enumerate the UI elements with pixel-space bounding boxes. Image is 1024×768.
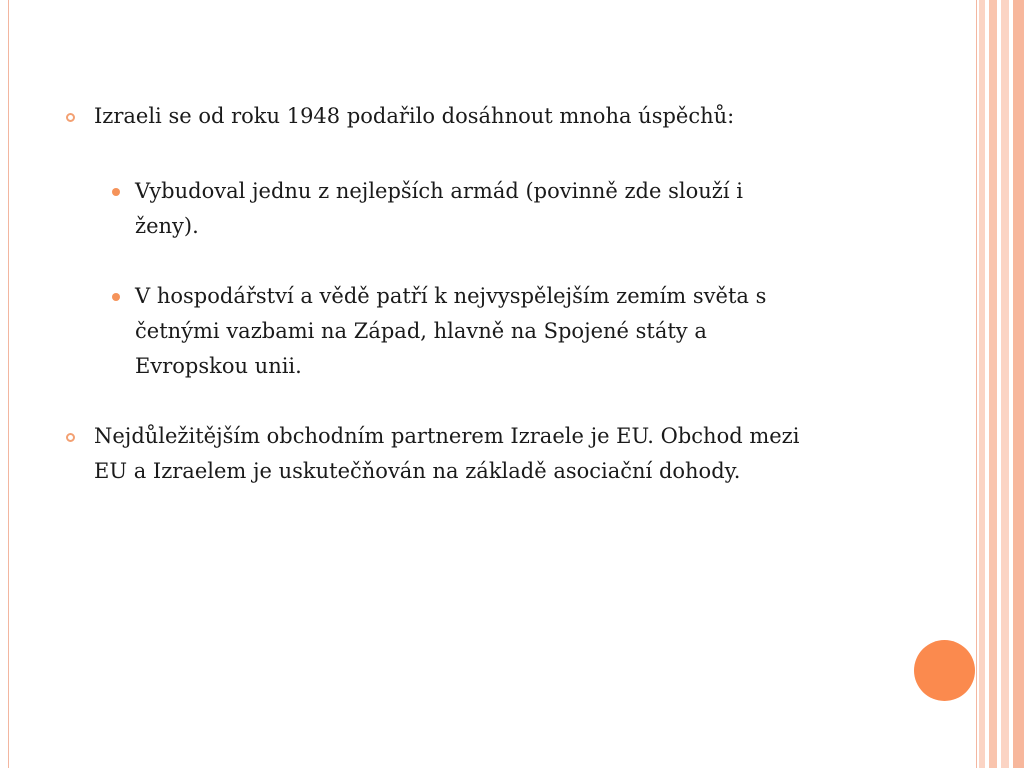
bullet-text [94, 99, 734, 134]
dot-bullet-icon [112, 188, 120, 196]
sub-bullet-text [135, 174, 743, 244]
dot-bullet-icon [112, 293, 120, 301]
bullet-line: Izraeli se od roku 1948 podařilo dosáhnout mnoha úspěchů: [94, 104, 735, 128]
stripe [989, 0, 997, 768]
stripe [1013, 0, 1024, 768]
stripe [1001, 0, 1009, 768]
bullet-line: V hospodářství a vědě patří k nejvyspělejším zemím světa s [135, 284, 767, 308]
bullet-line: Vybudoval jednu z nejlepších armád (povinně zde slouží i [135, 179, 743, 203]
stripe [979, 0, 985, 768]
bullet-line: Evropskou unii. [135, 354, 302, 378]
bullet-text [94, 419, 799, 489]
sub-bullet-text [135, 279, 766, 384]
bullet-line: četnými vazbami na Západ, hlavně na Spojené státy a [135, 319, 707, 343]
bullet-line: Nejdůležitějším obchodním partnerem Izraele je EU. Obchod mezi [94, 424, 800, 448]
decorative-orange-circle [914, 640, 975, 701]
bullet-line: ženy). [135, 214, 199, 238]
side-stripes-decoration [977, 0, 1024, 768]
circle-bullet-icon [66, 113, 75, 122]
circle-bullet-icon [66, 433, 75, 442]
bullet-line: EU a Izraelem je uskutečňován na základě asociační dohody. [94, 459, 741, 483]
